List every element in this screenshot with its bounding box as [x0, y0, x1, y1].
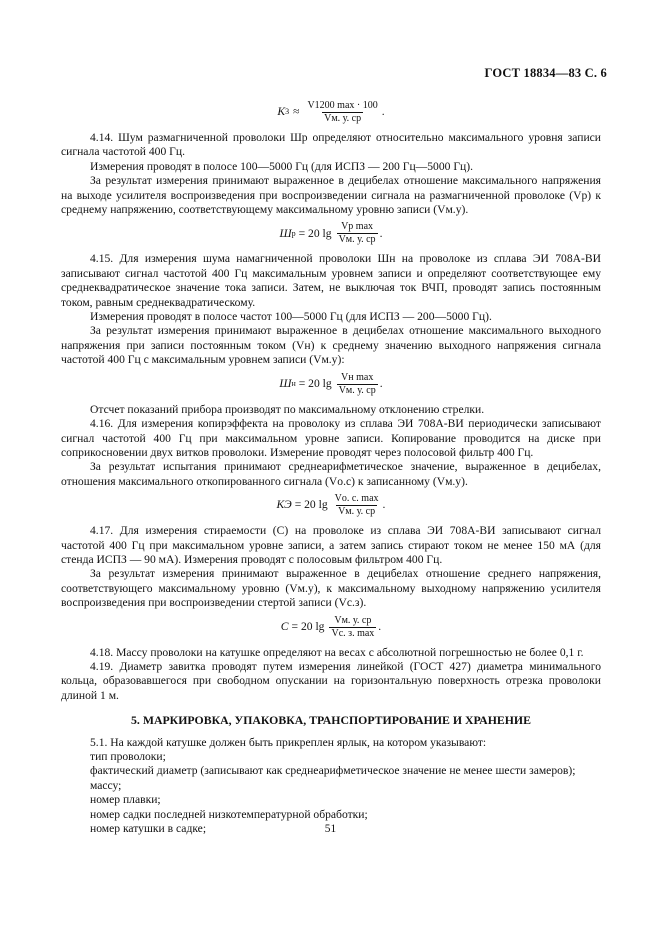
formula-k3-period: .	[381, 105, 385, 119]
label-item-batch-number: номер садки последней низкотемпературной обработки;	[90, 807, 368, 821]
formula-wn-eq: = 20 lg	[298, 376, 332, 390]
paragraph-4-16: 4.16. Для измерения копирэффекта на проволоку из сплава ЭИ 708А-ВИ периодически записывают сигнал частотой 400 Гц при максимальном уровне записи. Копирование проводится на диске при соприкосновении двух витков проволоки. Измерение проводят через полосовой фильтр 400 Гц.	[61, 417, 601, 459]
formula-ke	[61, 493, 601, 518]
formula-wp	[61, 221, 601, 246]
formula-k3-lhs: K	[277, 105, 286, 119]
formula-wn-fraction	[337, 372, 378, 397]
formula-c-lhs: С	[280, 619, 289, 633]
label-item-diameter: фактический диаметр (записывают как среднеарифметическое значение не менее шести замеров);	[90, 764, 576, 778]
formula-ke-period: .	[382, 498, 386, 512]
formula-wn-lhs: Ш	[279, 376, 292, 390]
formula-k3-denominator: Vм. у. ср	[324, 113, 362, 124]
formula-wp-lhs: Ш	[279, 226, 292, 240]
section-5-title: 5. МАРКИРОВКА, УПАКОВКА, ТРАНСПОРТИРОВАНИЕ И ХРАНЕНИЕ	[131, 713, 531, 728]
page-number: 51	[324, 823, 337, 835]
formula-wn	[61, 372, 601, 397]
formula-k3-rel: ≈	[293, 105, 300, 119]
page-header: ГОСТ 18834—83 С. 6	[484, 66, 607, 80]
document-body	[61, 94, 601, 836]
paragraph-4-14: 4.14. Шум размагниченной проволоки Шр определяют относительно максимального уровня записи сигнала частотой 400 Гц.	[61, 131, 601, 159]
paragraph-4-17-result: За результат измерения принимают выраженное в децибелах отношение среднего напряжения, соответствующего максимальному уровню (Vм.у), к максимальному выходному напряжению усилителя воспроизведения при воспроизведении стертой записи (Vс.з).	[61, 567, 601, 610]
formula-c-period: .	[378, 619, 382, 633]
formula-c	[61, 615, 601, 640]
paragraph-4-19: 4.19. Диаметр завитка проводят путем измерения линейкой (ГОСТ 427) диаметра минимального кольца, образовавшегося при свободном опускании на горизонтальную поверхность отрезка проволоки длиной 1 м.	[61, 659, 601, 702]
formula-c-fraction	[329, 615, 376, 640]
label-item-type: тип проволоки;	[90, 750, 166, 763]
paragraph-4-15: 4.15. Для измерения шума намагниченной проволоки Шн на проволоке из сплава ЭИ 708А-ВИ записывают сигнал частотой 400 Гц максимальным уровнем записи и определяют соответствующее ему среднеквадратическое значение тока записи. Затем, не выключая ток ВЧП, проводят запись постоянным током, равным среднеквадратическому.	[61, 252, 601, 309]
formula-wn-denominator: Vм. у. ср	[338, 384, 376, 396]
formula-ke-numerator: Vо. с. max	[334, 493, 379, 505]
formula-c-eq: = 20 lg	[291, 619, 325, 633]
paragraph-4-15-reading: Отсчет показаний прибора производят по максимальному отклонению стрелки.	[90, 402, 485, 416]
formula-wp-lhs-sub: р	[291, 228, 296, 238]
formula-wp-denominator: Vм. у. ср	[338, 234, 376, 246]
formula-c-numerator: Vм. у. ср	[334, 614, 372, 626]
formula-wp-eq: = 20 lg	[298, 226, 332, 240]
paragraph-4-16-result: За результат испытания принимают среднеарифметическое значение, выраженное в децибелах, отношения максимального откопированного сигнала (Vо.с) к записанному (Vм.у).	[61, 460, 601, 488]
formula-ke-fraction	[333, 493, 381, 518]
paragraph-4-15-result: За результат измерения принимают выраженное в децибелах отношение максимального выходного напряжения при записи постоянным током (Vн) к среднему значению выходного напряжения сигнала частотой 400 Гц с максимальным уровнем записи (Vм.у):	[61, 324, 601, 367]
paragraph-4-14-range: Измерения проводят в полосе 100—5000 Гц (для ИСПЗ — 200 Гц—5000 Гц).	[90, 159, 474, 173]
label-item-coil-number: номер катушки в садке;	[90, 822, 207, 836]
formula-wp-fraction	[337, 221, 378, 246]
label-item-melt-number: номер плавки;	[90, 793, 161, 807]
formula-k3-numerator: V1200 max · 100	[307, 100, 378, 111]
formula-wp-numerator: Vр max	[341, 221, 374, 233]
formula-ke-denominator: Vм. у. ср	[338, 506, 376, 518]
formula-k3-fraction	[305, 100, 379, 125]
label-item-mass: массу;	[90, 778, 122, 792]
formula-c-denominator: Vс. з. max	[331, 627, 375, 639]
formula-wn-period: .	[379, 376, 383, 390]
formula-k3-lhs-sub: 3	[285, 107, 290, 117]
paragraph-4-18: 4.18. Массу проволоки на катушке определяют на весах с абсолютной погрешностью не более 0,1 г.	[90, 645, 584, 659]
formula-wn-lhs-sub: н	[291, 378, 296, 388]
paragraph-4-15-range: Измерения проводят в полосе частот 100—5000 Гц (для ИСПЗ — 200—5000 Гц).	[90, 310, 492, 324]
paragraph-5-1: 5.1. На каждой катушке должен быть прикреплен ярлык, на котором указывают:	[90, 735, 487, 749]
formula-wn-numerator: Vн max	[341, 371, 374, 383]
formula-ke-lhs: КЭ	[276, 498, 292, 512]
paragraph-4-14-result: За результат измерения принимают выраженное в децибелах отношение максимального напряжения на выходе усилителя воспроизведения при воспроизведении сигнала на размагниченной проволоке (Vр) к среднему напряжению, соответствующему максимальному уровню записи (Vм.у).	[61, 174, 601, 217]
paragraph-4-17: 4.17. Для измерения стираемости (С) на проволоке из сплава ЭИ 708А-ВИ записывают сигнал частотой 400 Гц при максимальном уровне записи, а затем запись стирают током не менее 150 мА (для стенда ИСПЗ — 90 мА). Измерения проводят с полосовым фильтром 400 Гц.	[61, 524, 601, 566]
formula-wp-period: .	[379, 226, 383, 240]
formula-k3	[61, 100, 601, 125]
formula-ke-eq: = 20 lg	[294, 498, 328, 512]
